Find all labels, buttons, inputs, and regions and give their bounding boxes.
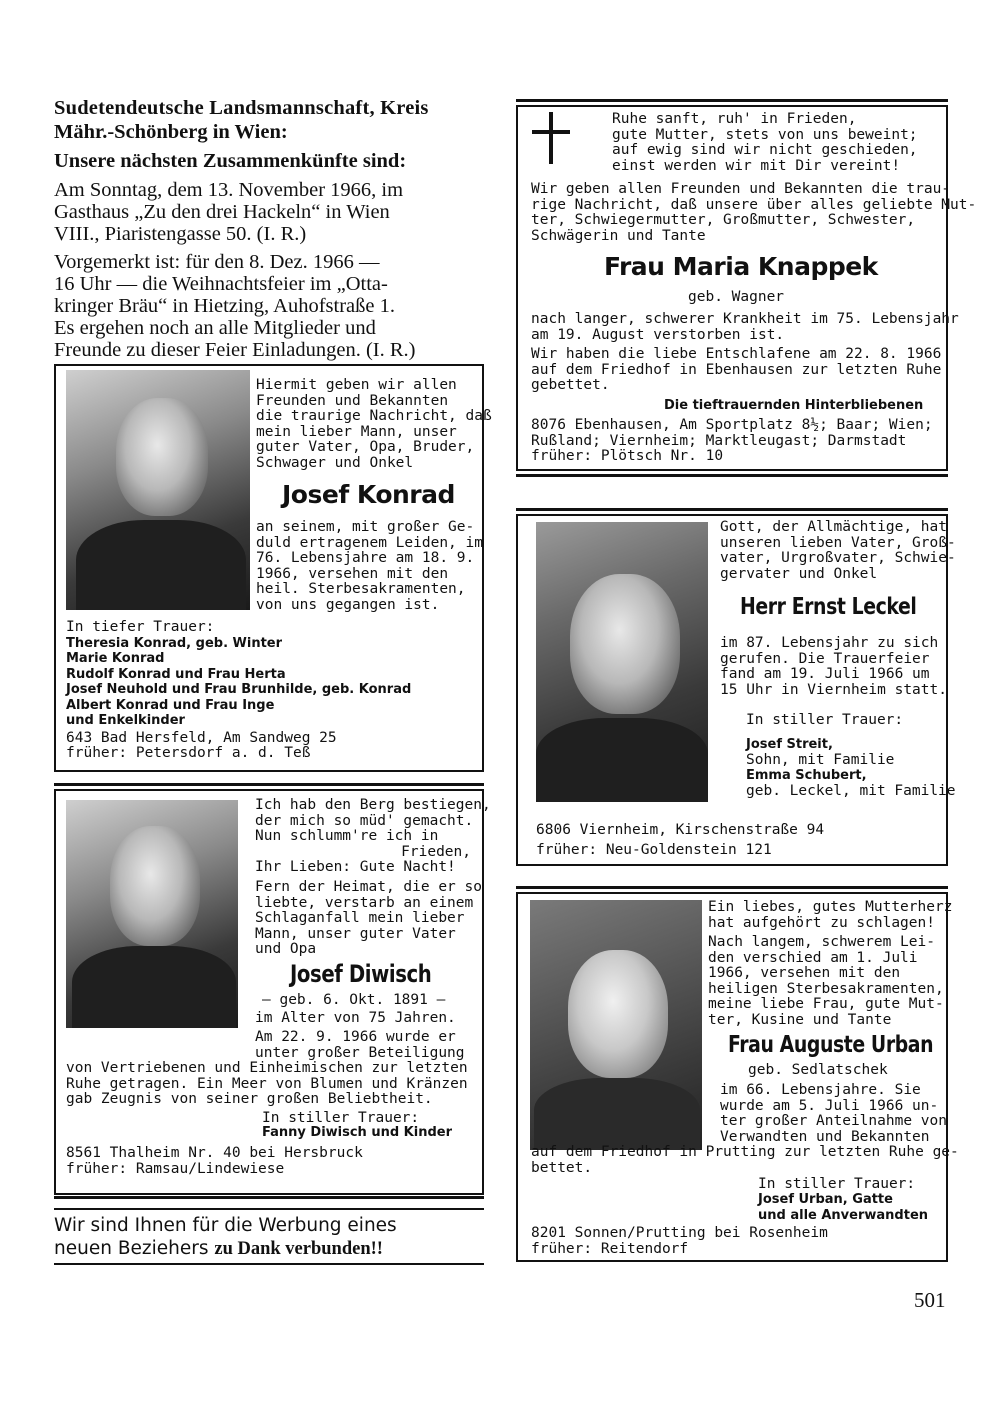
- urban-details-line: Verwandten und Bekannten: [720, 1128, 930, 1145]
- leckel-details: [720, 636, 947, 698]
- knappek-burial-line: auf dem Friedhof in Ebenhausen zur letzten Ruhe: [531, 361, 942, 378]
- diwisch-details-line: Ruhe getragen. Ein Meer von Blumen und Kränzen: [66, 1075, 468, 1092]
- knappek-maiden: geb. Wagner: [688, 289, 785, 305]
- diwisch-poem-line: Frieden,: [401, 843, 471, 860]
- urban-details-line: bettet.: [531, 1159, 593, 1176]
- konrad-mourner: Albert Konrad und Frau Inge: [66, 697, 275, 713]
- announcement-line1: Sudetendeutsche Landsmannschaft, Kreis: [54, 97, 429, 119]
- diwisch-intro-line: Mann, unser guter Vater: [255, 925, 456, 942]
- knappek-address: [531, 418, 933, 465]
- urban-name: Frau Auguste Urban: [728, 1032, 934, 1058]
- knappek-poem-line: auf ewig sind wir nicht geschieden,: [612, 142, 918, 158]
- konrad-address: früher: Petersdorf a. d. Teß: [66, 745, 311, 761]
- urban-address-line: 8201 Sonnen/Prutting bei Rosenheim: [531, 1225, 828, 1241]
- announcement-p2-line: Freunde zu dieser Feier Einladungen. (I. R.): [54, 339, 416, 361]
- knappek-intro-line: Schwägerin und Tante: [531, 227, 706, 244]
- urban-intro-line: 1966, versehen mit den: [708, 965, 901, 981]
- leckel-intro-line: Gott, der Allmächtige, hat: [720, 519, 947, 535]
- konrad-intro-line: die traurige Nachricht, daß: [256, 408, 492, 424]
- knappek-poem-line: gute Mutter, stets von uns beweint;: [612, 126, 918, 143]
- urban-details: [720, 1083, 947, 1145]
- urban-details-line: im 66. Lebensjahre. Sie: [720, 1082, 921, 1098]
- konrad-details-line: 1966, versehen mit den: [256, 565, 449, 582]
- photo-josef-diwisch: [66, 800, 238, 1028]
- leckel-mourner-detail: Sohn, mit Familie: [746, 751, 895, 768]
- leckel-intro-line: gervater und Onkel: [720, 565, 878, 582]
- diwisch-bottom-rule: [54, 1196, 484, 1199]
- portrait-body: [72, 946, 236, 1028]
- leckel-top-rule: [516, 508, 948, 511]
- announcement-p2-line: 16 Uhr — die Weihnachtsfeier im „Otta-: [54, 273, 388, 295]
- knappek-name: Frau Maria Knappek: [604, 252, 878, 281]
- diwisch-poem-line: der mich so müd' gemacht.: [255, 812, 474, 829]
- knappek-bottom-rule: [516, 474, 948, 477]
- konrad-address: 643 Bad Hersfeld, Am Sandweg 25: [66, 729, 337, 746]
- konrad-mourner: Josef Neuhold und Frau Brunhilde, geb. Konrad: [66, 682, 412, 697]
- announcement-line2: Mähr.-Schönberg in Wien:: [54, 121, 288, 143]
- diwisch-poem: [255, 797, 491, 876]
- leckel-address: [536, 820, 824, 860]
- knappek-address-line: früher: Plötsch Nr. 10: [531, 448, 724, 464]
- diwisch-details-line: gab Zeugnis von seiner großen Beliebtheit.: [66, 1091, 433, 1107]
- knappek-details-line: nach langer, schwerer Krankheit im 75. Lebensjahr: [531, 311, 959, 327]
- diwisch-mourners: Fanny Diwisch und Kinder: [262, 1125, 452, 1140]
- diwisch-mourning-label: In stiller Trauer:: [262, 1110, 420, 1126]
- urban-mourner: Josef Urban, Gatte: [758, 1192, 893, 1207]
- leckel-name: Herr Ernst Leckel: [740, 594, 917, 620]
- urban-intro-line: ter, Kusine und Tante: [708, 1011, 892, 1028]
- leckel-intro-line: vater, Urgroßvater, Schwie-: [720, 550, 956, 566]
- diwisch-poem-line: Nun schlumm're ich in: [255, 828, 439, 844]
- knappek-burial-line: gebettet.: [531, 377, 610, 393]
- urban-details-line: auf dem Friedhof in Prutting zur letzten Ruhe ge-: [531, 1144, 959, 1160]
- thanks-line: neuen Beziehers zu Dank verbunden!!: [54, 1238, 383, 1259]
- diwisch-intro-line: Fern der Heimat, die er so: [255, 879, 482, 895]
- urban-intro-line: meine liebe Frau, gute Mut-: [708, 996, 944, 1012]
- page-number: 501: [914, 1288, 946, 1312]
- diwisch-poem-line: Ihr Lieben: Gute Nacht!: [255, 859, 456, 875]
- leckel-mourner: Emma Schubert,: [746, 768, 867, 783]
- urban-address-line: früher: Reitendorf: [531, 1240, 689, 1257]
- cross-horizontal: [532, 130, 570, 134]
- announcement-p1-line: Am Sonntag, dem 13. November 1966, im: [54, 179, 404, 201]
- urban-details-line: wurde am 5. Juli 1966 un-: [720, 1097, 939, 1114]
- urban-intro: [708, 935, 944, 1028]
- knappek-poem-line: einst werden wir mit Dir vereint!: [612, 157, 901, 174]
- leckel-address-line: 6806 Viernheim, Kirschenstraße 94: [536, 822, 825, 838]
- portrait-face: [116, 398, 208, 516]
- diwisch-address-line: 8561 Thalheim Nr. 40 bei Hersbruck: [66, 1145, 363, 1161]
- knappek-address-line: 8076 Ebenhausen, Am Sportplatz 8½; Baar; Wien;: [531, 417, 933, 433]
- diwisch-details-wide: [66, 1061, 468, 1108]
- leckel-intro: [720, 520, 956, 582]
- knappek-intro: [531, 182, 976, 244]
- urban-address: [531, 1226, 828, 1257]
- urban-poem-line: hat aufgehört zu schlagen!: [708, 914, 935, 931]
- thanks-bottom-rule: [54, 1263, 484, 1265]
- leckel-mourner-detail: geb. Leckel, mit Familie: [746, 782, 956, 799]
- portrait-face: [568, 950, 668, 1078]
- photo-auguste-urban: [530, 900, 702, 1150]
- urban-poem: [708, 900, 952, 931]
- portrait-face: [110, 826, 200, 946]
- leckel-intro-line: unseren lieben Vater, Groß-: [720, 534, 956, 551]
- diwisch-intro: [255, 880, 482, 958]
- announcement-p1-line: VIII., Piaristengasse 50. (I. R.): [54, 223, 307, 245]
- diwisch-details-line: unter großer Beteiligung: [255, 1044, 465, 1061]
- konrad-name: Josef Konrad: [282, 480, 455, 509]
- knappek-burial: [531, 347, 941, 394]
- diwisch-intro-line: liebte, verstarb an einem: [255, 894, 474, 911]
- konrad-intro-line: Schwager und Onkel: [256, 454, 414, 471]
- portrait-body: [534, 1078, 700, 1150]
- announcement-subheading: Unsere nächsten Zusammenkünfte sind:: [54, 150, 407, 172]
- knappek-details: [531, 312, 959, 343]
- konrad-mourner: und Enkelkinder: [66, 713, 185, 728]
- leckel-details-line: 15 Uhr in Viernheim statt.: [720, 681, 947, 698]
- konrad-mourning-label: In tiefer Trauer:: [66, 619, 215, 635]
- konrad-intro-line: guter Vater, Opa, Bruder,: [256, 439, 475, 455]
- portrait-face: [570, 574, 680, 714]
- diwisch-birth: — geb. 6. Okt. 1891 —: [262, 992, 446, 1008]
- urban-intro-line: heiligen Sterbesakramenten,: [708, 980, 944, 997]
- announcement-paragraph-2: [54, 251, 494, 361]
- thanks-line: Wir sind Ihnen für die Werbung eines: [54, 1215, 397, 1236]
- konrad-details-line: von uns gegangen ist.: [256, 596, 440, 613]
- leckel-details-line: fand am 19. Juli 1966 um: [720, 666, 930, 682]
- konrad-details-line: heil. Sterbesakramenten,: [256, 581, 466, 597]
- urban-intro-line: den verschied am 1. Juli: [708, 949, 918, 966]
- konrad-mourning: [66, 620, 411, 762]
- konrad-details-line: 76. Lebensjahre am 18. 9.: [256, 550, 475, 566]
- knappek-poem-line: Ruhe sanft, ruh' in Frieden,: [612, 111, 857, 127]
- urban-mourner: und alle Anverwandten: [758, 1207, 929, 1223]
- leckel-mourner: Josef Streit,: [746, 737, 833, 752]
- konrad-intro: [256, 378, 492, 471]
- knappek-mourners: Die tieftrauernden Hinterbliebenen: [664, 398, 924, 413]
- konrad-intro-line: mein lieber Mann, unser: [256, 423, 457, 440]
- urban-mourning-label: In stiller Trauer:: [758, 1176, 916, 1192]
- announcement: [54, 96, 494, 361]
- cross-vertical: [549, 112, 553, 164]
- announcement-p2-line: kringer Bräu“ in Hietzing, Auhofstraße 1.: [54, 295, 396, 317]
- urban-maiden: geb. Sedlatschek: [748, 1062, 888, 1078]
- konrad-details: [256, 520, 483, 613]
- diwisch-intro-line: und Opa: [255, 941, 317, 957]
- leckel-mourners: [746, 737, 956, 799]
- portrait-body: [76, 520, 246, 610]
- knappek-intro-line: rige Nachricht, daß unsere über alles geliebte Mut-: [531, 196, 977, 213]
- leckel-mourning-label: In stiller Trauer:: [746, 712, 904, 728]
- konrad-intro-line: Hiermit geben wir allen: [256, 377, 457, 393]
- leckel-address-line: früher: Neu-Goldenstein 121: [536, 842, 772, 858]
- announcement-p2-line: Es ergehen noch an alle Mitglieder und: [54, 317, 376, 339]
- konrad-details-line: an seinem, mit großer Ge-: [256, 519, 475, 535]
- photo-ernst-leckel: [536, 522, 708, 802]
- diwisch-top-rule: [54, 783, 484, 786]
- announcement-p2-line: Vorgemerkt ist: für den 8. Dez. 1966 —: [54, 251, 380, 273]
- konrad-intro-line: Freunden und Bekannten: [256, 392, 449, 409]
- diwisch-address: [66, 1146, 363, 1177]
- konrad-mourner: Marie Konrad: [66, 651, 165, 666]
- konrad-details-line: duld ertragenem Leiden, im: [256, 534, 483, 551]
- portrait-body: [536, 718, 708, 802]
- urban-mourners: [758, 1192, 928, 1223]
- knappek-intro-line: ter, Schwiegermutter, Großmutter, Schwester,: [531, 212, 916, 228]
- cross-icon: [532, 112, 570, 164]
- diwisch-intro-line: Schlaganfall mein lieber: [255, 910, 465, 926]
- photo-josef-konrad: [66, 370, 250, 610]
- diwisch-details-line: Am 22. 9. 1966 wurde er: [255, 1029, 456, 1045]
- knappek-burial-line: Wir haben die liebe Entschlafene am 22. 8. 1966: [531, 346, 942, 362]
- announcement-paragraph-1: [54, 179, 494, 245]
- diwisch-age: im Alter von 75 Jahren.: [255, 1010, 456, 1026]
- diwisch-name: Josef Diwisch: [290, 960, 432, 988]
- urban-top-rule: [516, 886, 948, 889]
- thanks-top-rule: [54, 1208, 484, 1210]
- knappek-address-line: Rußland; Viernheim; Marktleugast; Darmstadt: [531, 432, 907, 449]
- knappek-poem: [612, 112, 918, 174]
- diwisch-details-line: von Vertriebenen und Einheimischen zur letzten: [66, 1060, 468, 1076]
- urban-poem-line: Ein liebes, gutes Mutterherz: [708, 899, 953, 915]
- knappek-details-line: am 19. August verstorben ist.: [531, 326, 785, 343]
- diwisch-address-line: früher: Ramsau/Lindewiese: [66, 1160, 285, 1177]
- diwisch-details: [255, 1030, 465, 1061]
- urban-details-line: ter großer Anteilnahme von: [720, 1113, 947, 1129]
- leckel-details-line: gerufen. Die Trauerfeier: [720, 650, 930, 667]
- konrad-mourner: Theresia Konrad, geb. Winter: [66, 635, 283, 651]
- diwisch-poem-line: Ich hab den Berg bestiegen,: [255, 797, 491, 813]
- knappek-top-rule: [516, 99, 948, 102]
- urban-details-wide: [531, 1145, 959, 1176]
- leckel-details-line: im 87. Lebensjahr zu sich: [720, 635, 939, 651]
- announcement-p1-line: Gasthaus „Zu den drei Hackeln“ in Wien: [54, 201, 390, 223]
- urban-intro-line: Nach langem, schwerem Lei-: [708, 934, 935, 950]
- konrad-mourner: Rudolf Konrad und Frau Herta: [66, 666, 286, 682]
- thanks-emphasis: zu Dank verbunden!!: [214, 1239, 383, 1259]
- knappek-intro-line: Wir geben allen Freunden und Bekannten die trau-: [531, 181, 951, 197]
- thanks-notice: [54, 1214, 397, 1261]
